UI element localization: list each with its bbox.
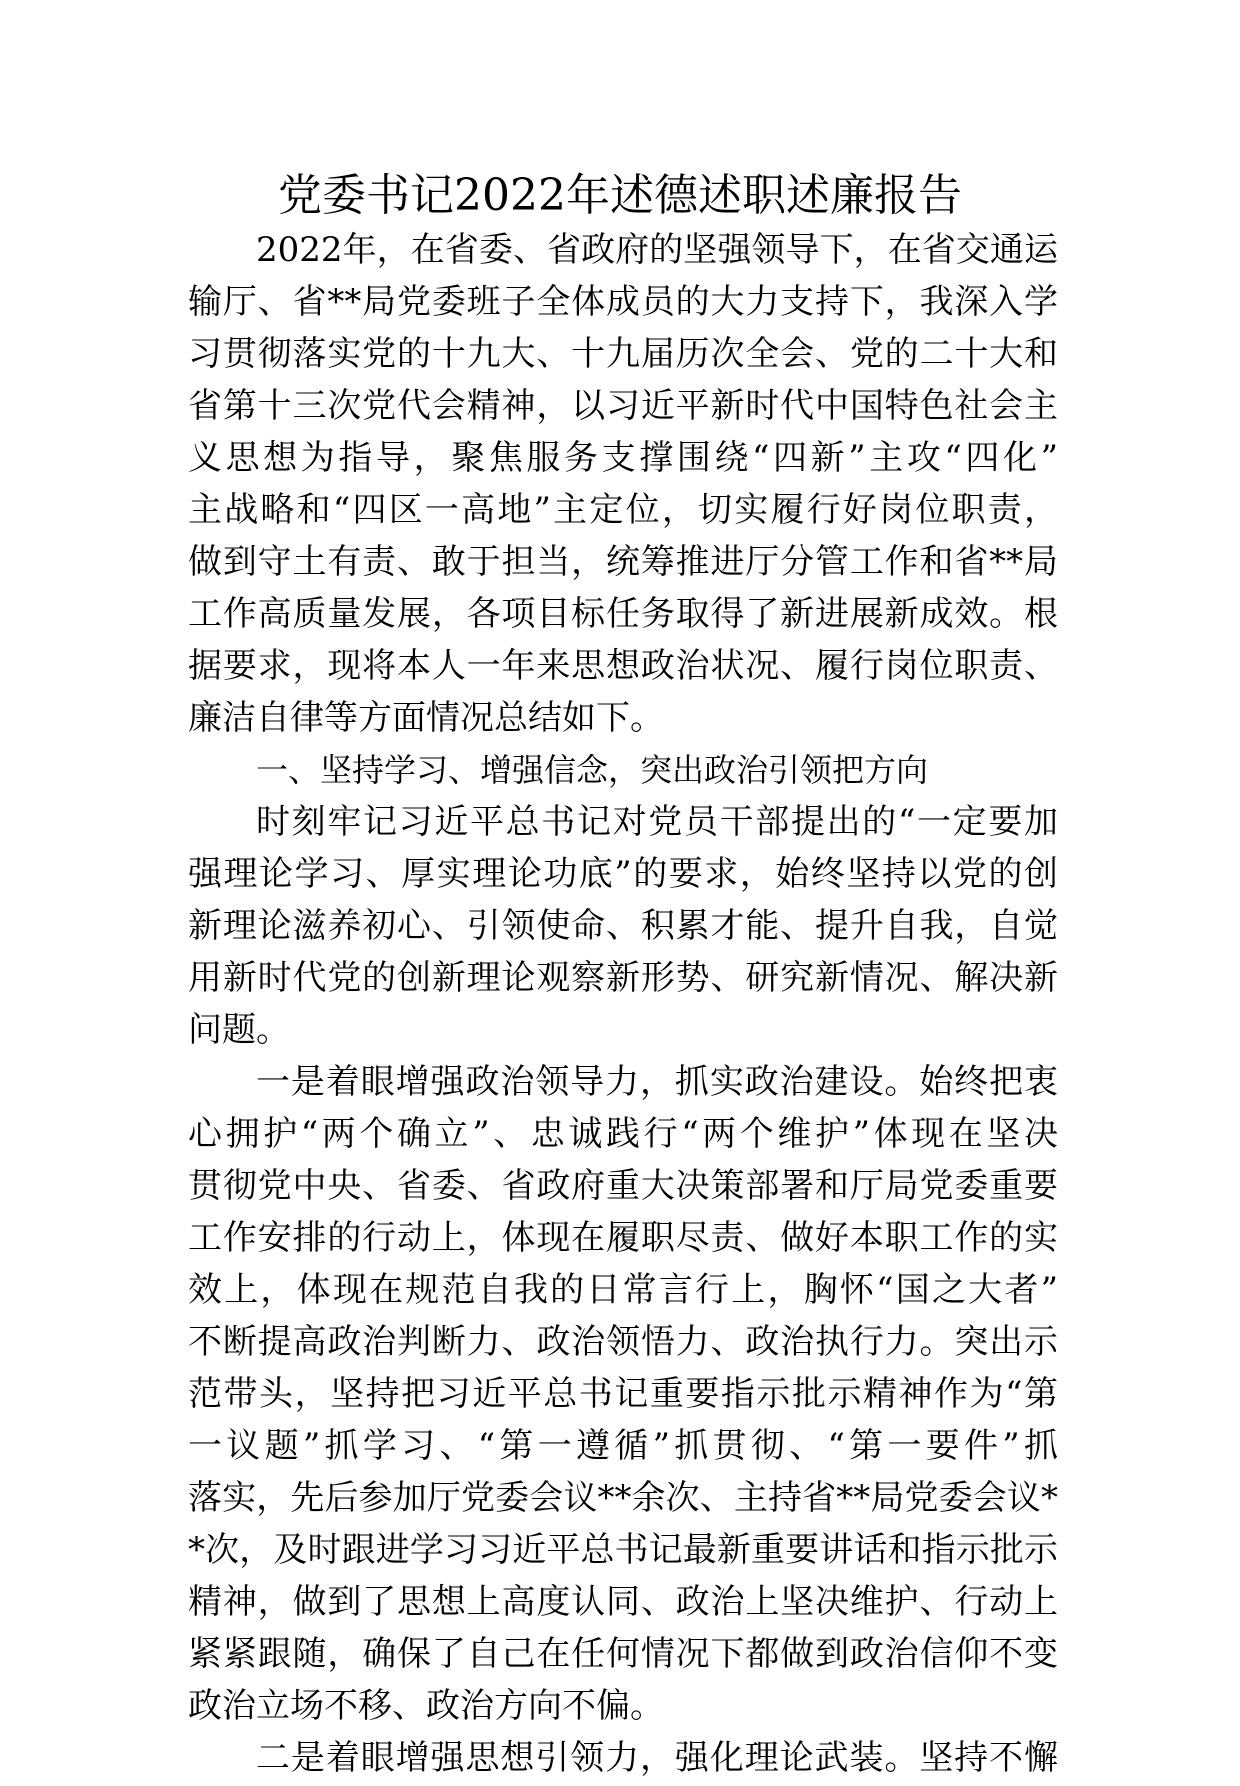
paragraph-line: 不断提高政治判断力、政治领悟力、政治执行力。突出示 [188, 1322, 1058, 1362]
paragraph-line: 问题。 [188, 1010, 290, 1050]
paragraph-line: *次，及时跟进学习习近平总书记最新重要讲话和指示批示 [188, 1530, 1058, 1570]
paragraph-line: 新理论滋养初心、引领使命、积累才能、提升自我，自觉 [188, 906, 1058, 946]
paragraph-line: 2022年，在省委、省政府的坚强领导下，在省交通运 [256, 230, 1058, 270]
paragraph-line: 工作高质量发展，各项目标任务取得了新进展新成效。根 [188, 594, 1058, 634]
paragraph-line: 一是着眼增强政治领导力，抓实政治建设。始终把衷 [256, 1062, 1058, 1102]
paragraph-line: 范带头，坚持把习近平总书记重要指示批示精神作为“第 [188, 1374, 1058, 1414]
paragraph-line: 据要求，现将本人一年来思想政治状况、履行岗位职责、 [188, 646, 1058, 686]
paragraph-line: 省第十三次党代会精神，以习近平新时代中国特色社会主 [188, 386, 1058, 426]
paragraph-line: 政治立场不移、政治方向不偏。 [188, 1686, 664, 1726]
paragraph-line: 落实，先后参加厅党委会议**余次、主持省**局党委会议* [188, 1478, 1058, 1518]
paragraph-line: 做到守土有责、敢于担当，统筹推进厅分管工作和省**局 [188, 542, 1058, 582]
paragraph-line: 心拥护“两个确立”、忠诚践行“两个维护”体现在坚决 [188, 1114, 1058, 1154]
paragraph-line: 时刻牢记习近平总书记对党员干部提出的“一定要加 [256, 802, 1058, 842]
paragraph-line: 习贯彻落实党的十九大、十九届历次全会、党的二十大和 [188, 334, 1058, 374]
paragraph-line: 效上，体现在规范自我的日常言行上，胸怀“国之大者” [188, 1270, 1058, 1310]
paragraph-line: 强理论学习、厚实理论功底”的要求，始终坚持以党的创 [188, 854, 1058, 894]
paragraph-line: 工作安排的行动上，体现在履职尽责、做好本职工作的实 [188, 1218, 1058, 1258]
paragraph-line: 一议题”抓学习、“第一遵循”抓贯彻、“第一要件”抓 [188, 1426, 1058, 1466]
paragraph-line: 输厅、省**局党委班子全体成员的大力支持下，我深入学 [188, 282, 1058, 322]
paragraph-line: 廉洁自律等方面情况总结如下。 [188, 698, 664, 738]
paragraph-line: 义思想为指导，聚焦服务支撑围绕“四新”主攻“四化” [188, 438, 1058, 478]
paragraph-line: 用新时代党的创新理论观察新形势、研究新情况、解决新 [188, 958, 1058, 998]
paragraph-line: 贯彻党中央、省委、省政府重大决策部署和厅局党委重要 [188, 1166, 1058, 1206]
document-title: 党委书记2022年述德述职述廉报告 [278, 170, 962, 221]
paragraph-line: 二是着眼增强思想引领力，强化理论武装。坚持不懈 [256, 1738, 1058, 1778]
paragraph-line: 主战略和“四区一高地”主定位，切实履行好岗位职责， [188, 490, 1058, 530]
paragraph-line: 紧紧跟随，确保了自己在任何情况下都做到政治信仰不变 [188, 1634, 1058, 1674]
paragraph-line: 精神，做到了思想上高度认同、政治上坚决维护、行动上 [188, 1582, 1058, 1622]
section-heading: 一、坚持学习、增强信念，突出政治引领把方向 [256, 751, 929, 789]
